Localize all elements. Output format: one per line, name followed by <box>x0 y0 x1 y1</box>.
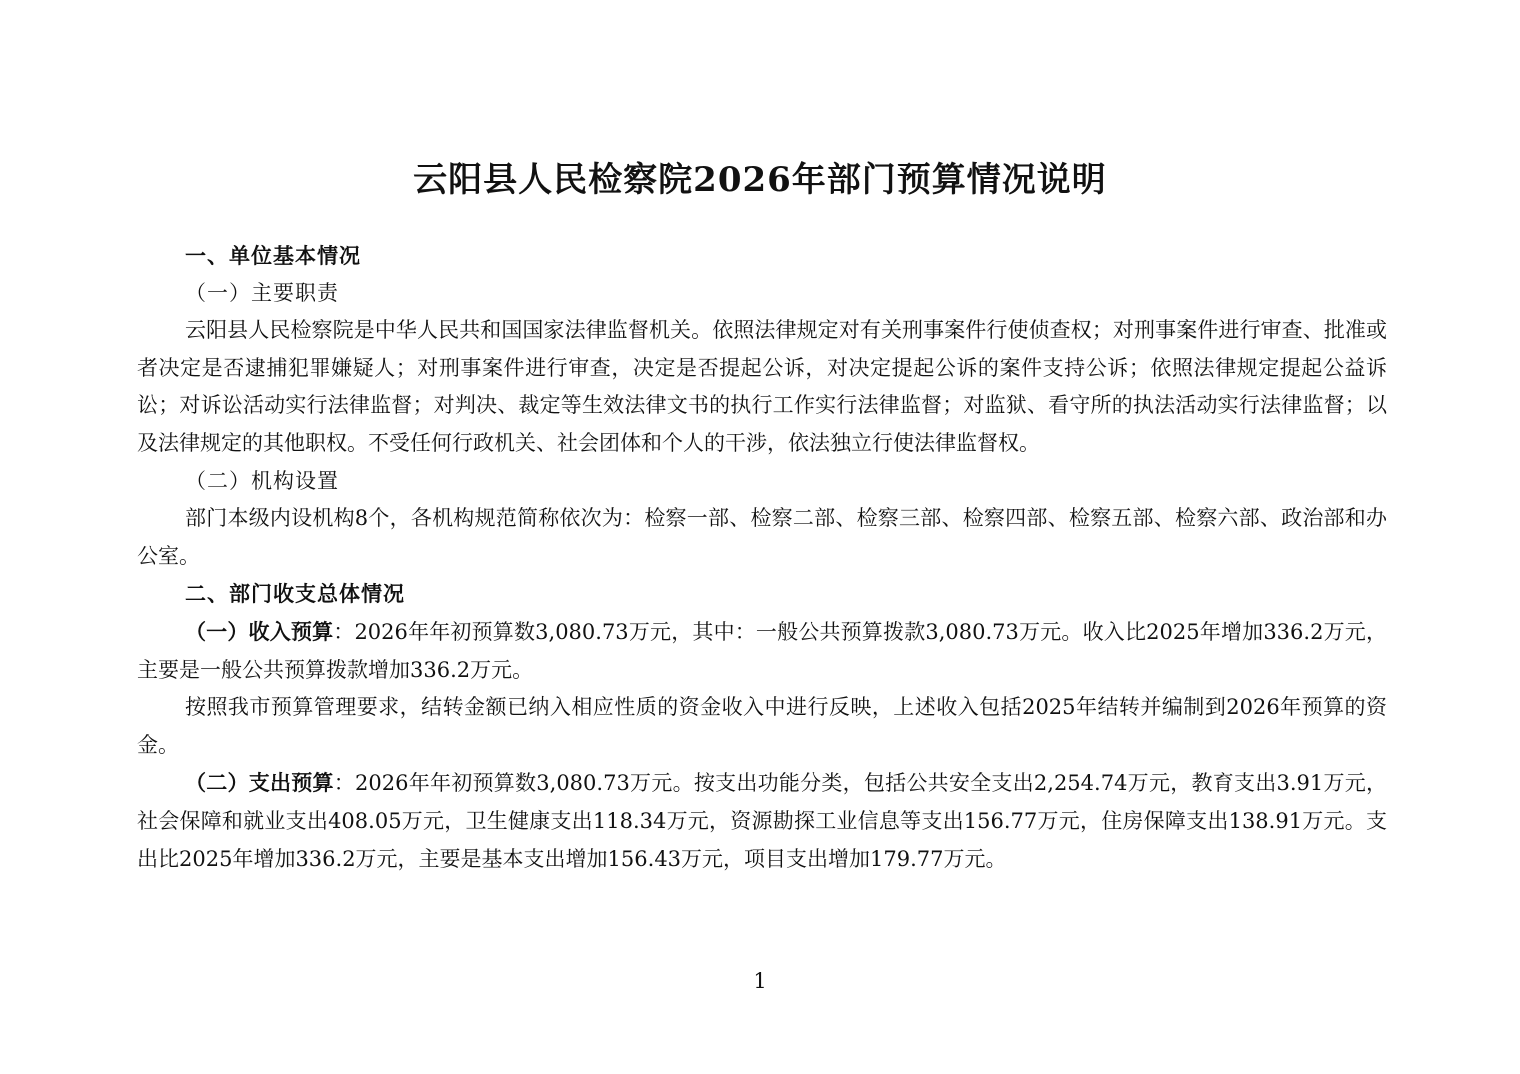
paragraph-organization: 部门本级内设机构8个，各机构规范简称依次为：检察一部、检察二部、检察三部、检察四部、检察五部、检察六部、政治部和办公室。 <box>137 506 1387 568</box>
paragraph-expense-budget <box>137 764 1387 878</box>
paragraph-income-budget <box>137 613 1387 689</box>
income-budget-lead: （一）收入预算 <box>185 618 334 644</box>
subheading-main-duties: （一）主要职责 <box>185 280 339 305</box>
section-heading-budget-overview: 二、部门收支总体情况 <box>185 581 405 607</box>
expense-budget-lead: （二）支出预算 <box>185 770 334 796</box>
subheading-organization: （二）机构设置 <box>185 468 339 493</box>
paragraph-carryover: 按照我市预算管理要求，结转金额已纳入相应性质的资金收入中进行反映，上述收入包括2025年结转并编制到2026年预算的资金。 <box>137 695 1387 757</box>
income-budget-text: ：2026年年初预算数3,080.73万元，其中：一般公共预算拨款3,080.73万元。收入比2025年增加336.2万元，主要是一般公共预算拨款增加336.2万元。 <box>137 619 1387 682</box>
document-title: 云阳县人民检察院2026年部门预算情况说明 <box>413 160 1107 200</box>
page-number: 1 <box>753 969 767 993</box>
expense-budget-text: ：2026年年初预算数3,080.73万元。按支出功能分类，包括公共安全支出2,254.74万元，教育支出3.91万元，社会保障和就业支出408.05万元，卫生健康支出118.34万元，资源勘探工业信息等支出156.77万元，住房保障支出138.91万元。支出比2025年增加336.2万元，主要是基本支出增加156.43万元，项目支出增加179.77万元。 <box>137 771 1388 871</box>
document-body <box>137 237 1387 878</box>
section-heading-basic-info: 一、单位基本情况 <box>185 243 361 268</box>
paragraph-main-duties: 云阳县人民检察院是中华人民共和国国家法律监督机关。依照法律规定对有关刑事案件行使侦查权；对刑事案件进行审查、批准或者决定是否逮捕犯罪嫌疑人；对刑事案件进行审查，决定是否提起公诉，对决定提起公诉的案件支持公诉；依照法律规定提起公益诉讼；对诉讼活动实行法律监督；对判决、裁定等生效法律文书的执行工作实行法律监督；对监狱、看守所的执法活动实行法律监督；以及法律规定的其他职权。不受任何行政机关、社会团体和个人的干涉，依法独立行使法律监督权。 <box>137 318 1387 455</box>
